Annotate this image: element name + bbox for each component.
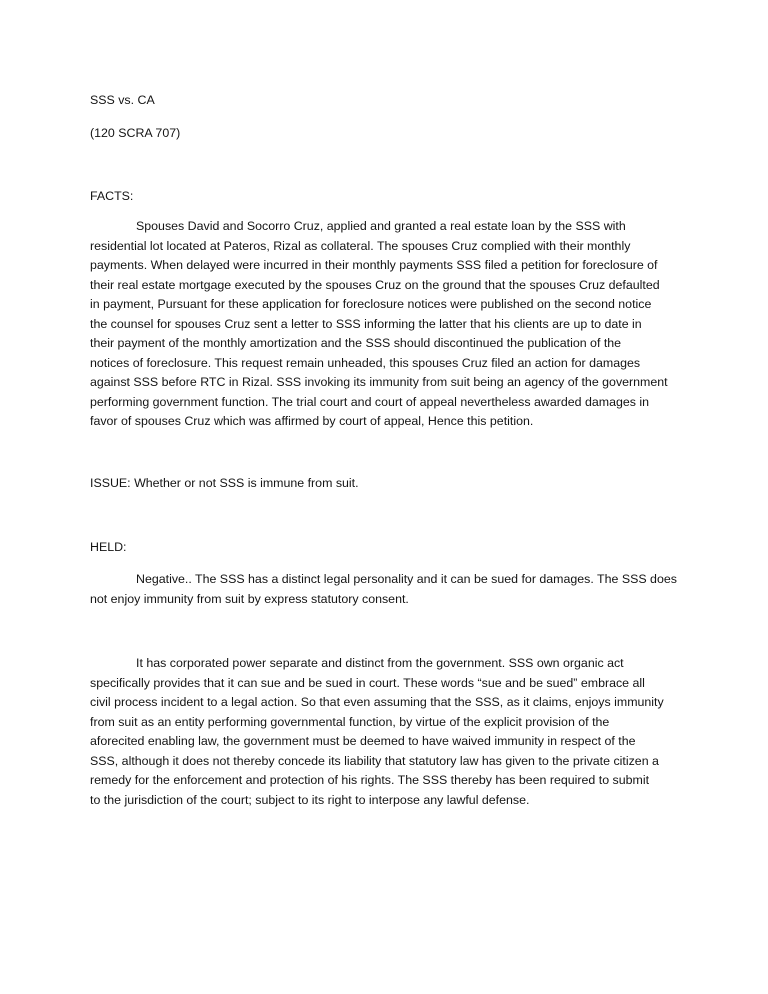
powers-line: specifically provides that it can sue and be sued in court. These words “sue and be sued” embrace all xyxy=(90,675,645,690)
facts-heading: FACTS: xyxy=(90,189,134,203)
powers-paragraph xyxy=(90,654,678,810)
held-line: Negative.. The SSS has a distinct legal personality and it can be sued for damages. The SSS does xyxy=(136,572,677,586)
facts-line: performing government function. The trial court and court of appeal nevertheless awarded damages in xyxy=(90,394,650,409)
powers-line: civil process incident to a legal action. So that even assuming that the SSS, as it claims, enjoys immunity xyxy=(90,695,664,709)
held-line: not enjoy immunity from suit by express statutory consent. xyxy=(90,591,409,606)
facts-line: their real estate mortgage executed by the spouses Cruz on the ground that the spouses Cruz defaulted xyxy=(90,277,660,292)
facts-line: favor of spouses Cruz which was affirmed by court of appeal, Hence this petition. xyxy=(90,414,534,428)
held-paragraph xyxy=(90,570,678,609)
facts-paragraph xyxy=(90,217,678,432)
powers-line: It has corporated power separate and distinct from the government. SSS own organic act xyxy=(136,656,624,670)
case-title: SSS vs. CA xyxy=(90,93,155,107)
powers-line: to the jurisdiction of the court; subject to its right to interpose any lawful defense. xyxy=(90,792,530,807)
facts-line: their payment of the monthly amortization and the SSS should discontinued the publication of the xyxy=(90,336,622,350)
facts-line: against SSS before RTC in Rizal. SSS invoking its immunity from suit being an agency of the government xyxy=(90,375,668,389)
facts-line: the counsel for spouses Cruz sent a letter to SSS informing the latter that his clients are up to date in xyxy=(90,316,642,331)
facts-line: payments. When delayed were incurred in their monthly payments SSS filed a petition for foreclosure of xyxy=(90,258,658,272)
powers-line: from suit as an entity performing governmental function, by virtue of the explicit provision of the xyxy=(90,714,610,729)
powers-line: SSS, although it does not thereby concede its liability that statutory law has given to the private citizen a xyxy=(90,753,659,768)
facts-line: notices of foreclosure. This request remain unheaded, this spouses Cruz filed an action for damages xyxy=(90,355,641,370)
powers-line: aforecited enabling law, the government must be deemed to have waived immunity in respect of the xyxy=(90,734,636,748)
case-citation: (120 SCRA 707) xyxy=(90,126,181,140)
powers-line: remedy for the enforcement and protection of his rights. The SSS thereby has been required to submit xyxy=(90,773,650,787)
facts-line: in payment, Pursuant for these application for foreclosure notices were published on the second notice xyxy=(90,297,652,311)
facts-line: Spouses David and Socorro Cruz, applied and granted a real estate loan by the SSS with xyxy=(136,219,626,233)
held-heading: HELD: xyxy=(90,540,127,554)
facts-line: residential lot located at Pateros, Rizal as collateral. The spouses Cruz complied with their monthly xyxy=(90,238,631,253)
issue-statement: ISSUE: Whether or not SSS is immune from suit. xyxy=(90,476,359,490)
